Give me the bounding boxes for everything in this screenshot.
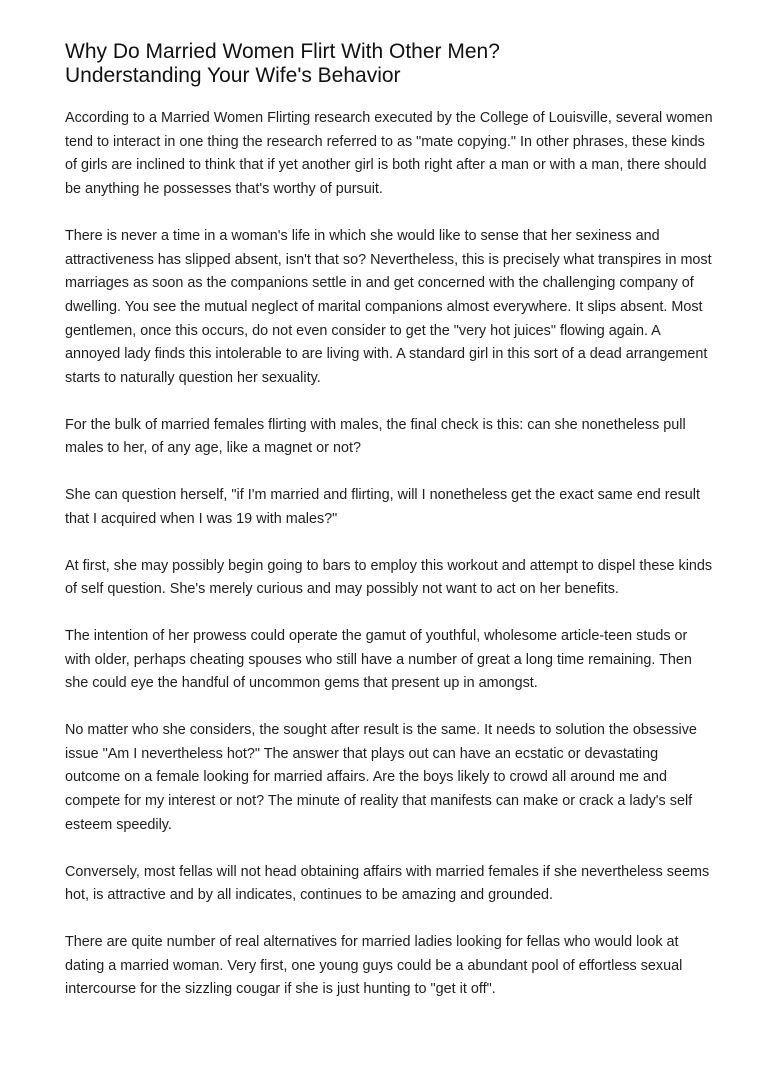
paragraph-4: She can question herself, "if I'm married and flirting, will I nonetheless get the exact same end result that I acquired when I was 19 with males?" bbox=[65, 487, 700, 527]
paragraph-1: According to a Married Women Flirting research executed by the College of Louisville, several women tend to interact in one thing the research referred to as "mate copying." In other phrases, these kinds of girls are inclined to think that if yet another girl is both right after a man or with a man, there should be anything he possesses that's worthy of pursuit. bbox=[65, 110, 713, 198]
title-line-2: Understanding Your Wife's Behavior bbox=[65, 64, 401, 87]
paragraph-2: There is never a time in a woman's life in which she would like to sense that her sexiness and attractiveness has slipped absent, isn't that so? Nevertheless, this is precisely what transpires in most marriages as soon as the companions settle in and get concerned with the challenging company of dwelling. You see the mutual neglect of marital companions almost everywhere. It slips absent. Most gentlemen, once this occurs, do not even consider to get the "very hot juices" flowing again. A annoyed lady finds this intolerable to are living with. A standard girl in this sort of a dead arrangement starts to naturally question her sexuality. bbox=[65, 227, 712, 387]
paragraph-6: The intention of her prowess could operate the gamut of youthful, wholesome article-teen studs or with older, perhaps cheating spouses who still have a number of great a long time remaining. Then she could eye the handful of uncommon gems that present up in amongst. bbox=[65, 627, 692, 692]
paragraph-5: At first, she may possibly begin going to bars to employ this workout and attempt to dispel these kinds of self question. She's merely curious and may possibly not want to act on her benefits. bbox=[65, 557, 713, 598]
paragraph-7: No matter who she considers, the sought after result is the same. It needs to solution the obsessive issue "Am I nevertheless hot?" The answer that plays out can have an ecstatic or devastating outcome on a female looking for married affairs. Are the boys likely to crowd all around me and compete for my interest or not? The minute of reality that manifests can make or crack a lady's self esteem speedily. bbox=[65, 722, 697, 833]
paragraph-9: There are quite number of real alternatives for married ladies looking for fellas who would look at dating a married woman. Very first, one young guys could be a abundant pool of effortless sexual intercourse for the sizzling cougar if she is just hunting to "get it off". bbox=[65, 933, 683, 998]
document-title bbox=[65, 40, 715, 88]
paragraph-3: For the bulk of married females flirting with males, the final check is this: can she nonetheless pull males to her, of any age, like a magnet or not? bbox=[65, 416, 686, 457]
document-page bbox=[65, 40, 715, 1025]
title-line-1: Why Do Married Women Flirt With Other Men? bbox=[65, 40, 500, 63]
paragraph-8: Conversely, most fellas will not head obtaining affairs with married females if she nevertheless seems hot, is attractive and by all indicates, continues to be amazing and grounded. bbox=[65, 863, 710, 904]
